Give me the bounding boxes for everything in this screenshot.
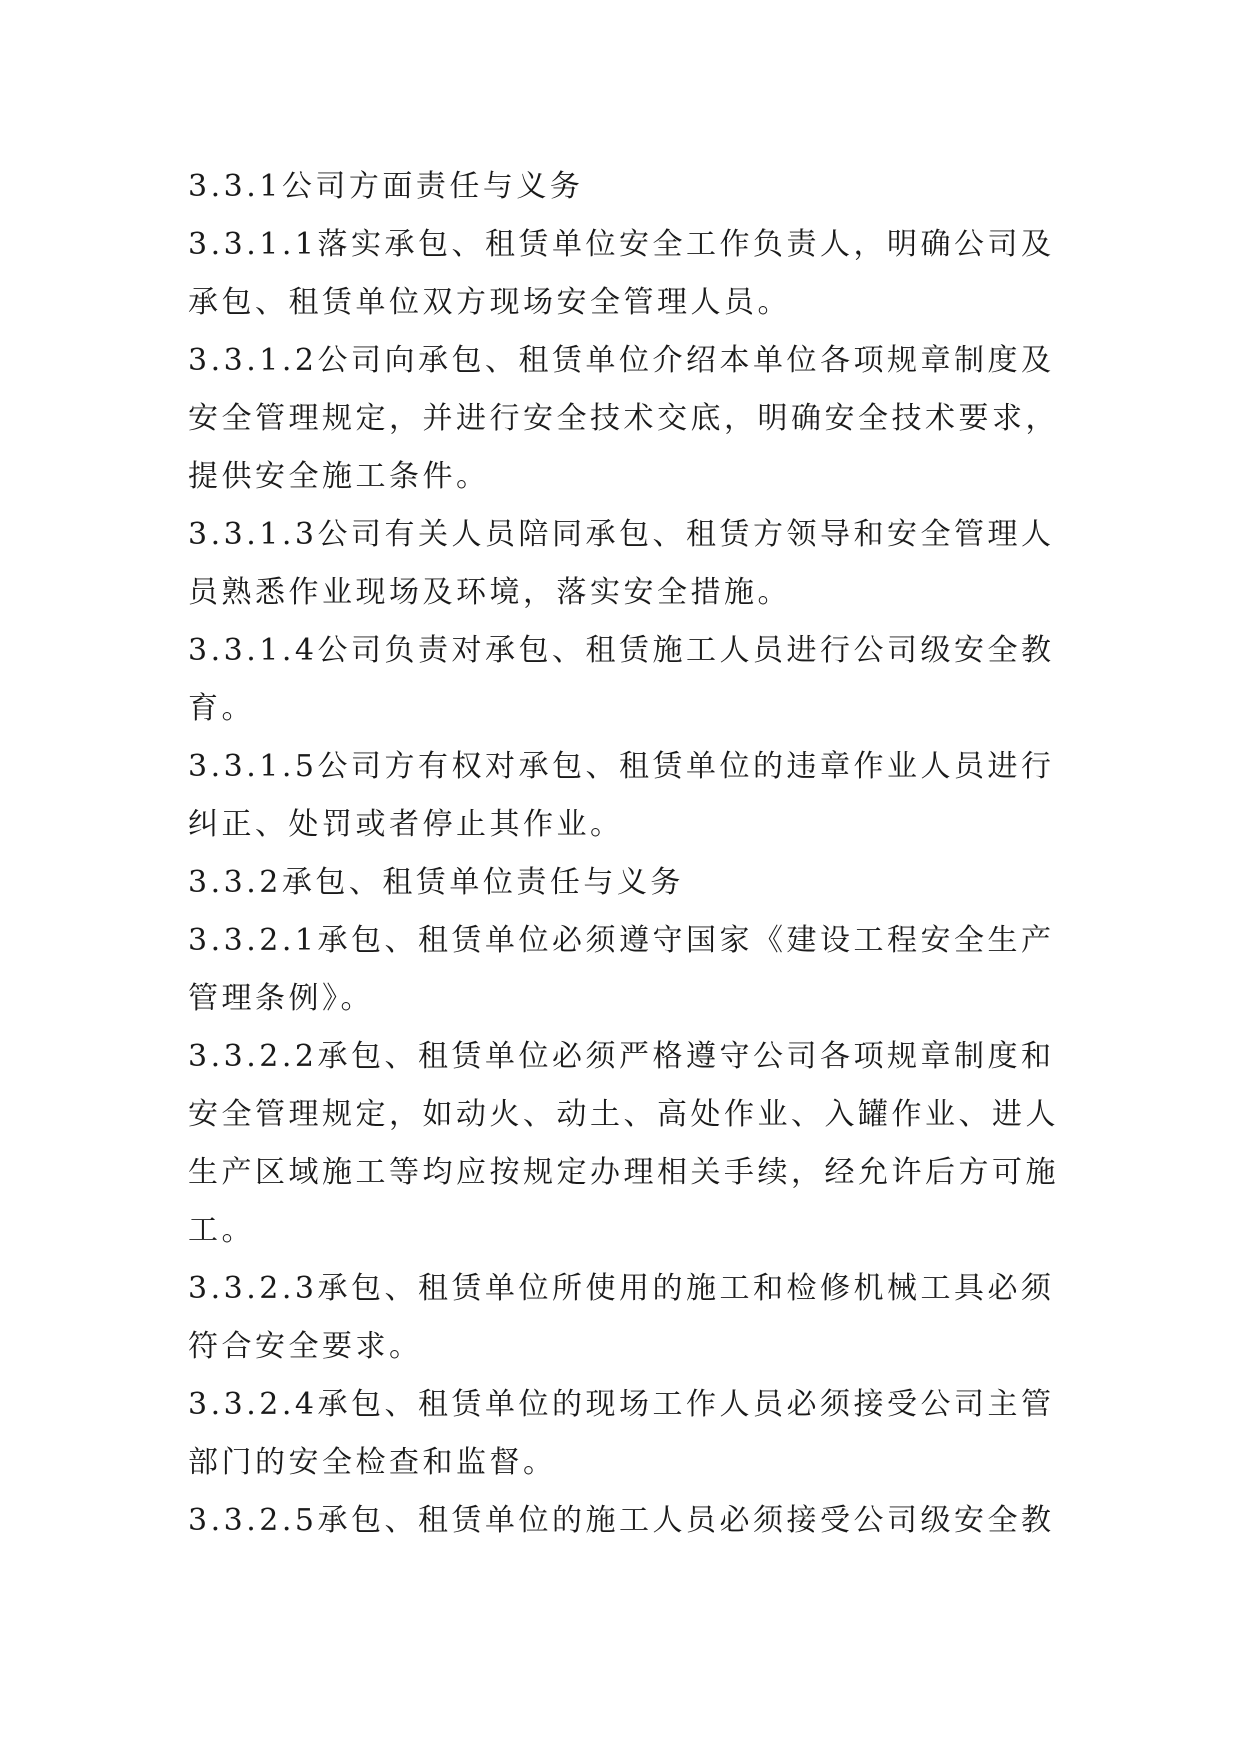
paragraph-line: 3.3.1.5公司方有权对承包、租赁单位的违章作业人员进行 <box>188 749 1055 784</box>
paragraph-line: 提供安全施工条件。 <box>188 459 490 494</box>
paragraph-line: 纠正、处罚或者停止其作业。 <box>188 807 624 842</box>
paragraph-line: 管理条例》。 <box>188 981 374 1016</box>
paragraph-line: 3.3.2.3承包、租赁单位所使用的施工和检修机械工具必须 <box>188 1271 1055 1306</box>
paragraph-line: 生产区域施工等均应按规定办理相关手续，经允许后方可施 <box>188 1155 1059 1190</box>
paragraph-line: 3.3.1.2公司向承包、租赁单位介绍本单位各项规章制度及 <box>188 343 1055 378</box>
paragraph-line: 安全管理规定，如动火、动土、高处作业、入罐作业、进人 <box>188 1097 1059 1132</box>
paragraph-line: 安全管理规定，并进行安全技术交底，明确安全技术要求， <box>188 401 1059 436</box>
paragraph-line: 3.3.1.3公司有关人员陪同承包、租赁方领导和安全管理人 <box>188 517 1055 552</box>
paragraph-line: 3.3.2.1承包、租赁单位必须遵守国家《建设工程安全生产 <box>188 923 1055 958</box>
paragraph-line: 部门的安全检查和监督。 <box>188 1445 557 1480</box>
section-heading: 3.3.1公司方面责任与义务 <box>188 169 584 204</box>
paragraph-line: 3.3.2.5承包、租赁单位的施工人员必须接受公司级安全教 <box>188 1503 1055 1538</box>
section-heading: 3.3.2承包、租赁单位责任与义务 <box>188 865 684 900</box>
paragraph-line: 承包、租赁单位双方现场安全管理人员。 <box>188 285 791 320</box>
paragraph-line: 育。 <box>188 691 255 726</box>
paragraph-line: 3.3.2.4承包、租赁单位的现场工作人员必须接受公司主管 <box>188 1387 1055 1422</box>
document-body <box>188 158 1068 1550</box>
paragraph-line: 员熟悉作业现场及环境，落实安全措施。 <box>188 575 791 610</box>
paragraph-line: 3.3.1.4公司负责对承包、租赁施工人员进行公司级安全教 <box>188 633 1055 668</box>
paragraph-line: 工。 <box>188 1213 255 1248</box>
paragraph-line: 3.3.1.1落实承包、租赁单位安全工作负责人，明确公司及 <box>188 227 1055 262</box>
paragraph-line: 3.3.2.2承包、租赁单位必须严格遵守公司各项规章制度和 <box>188 1039 1055 1074</box>
paragraph-line: 符合安全要求。 <box>188 1329 423 1364</box>
